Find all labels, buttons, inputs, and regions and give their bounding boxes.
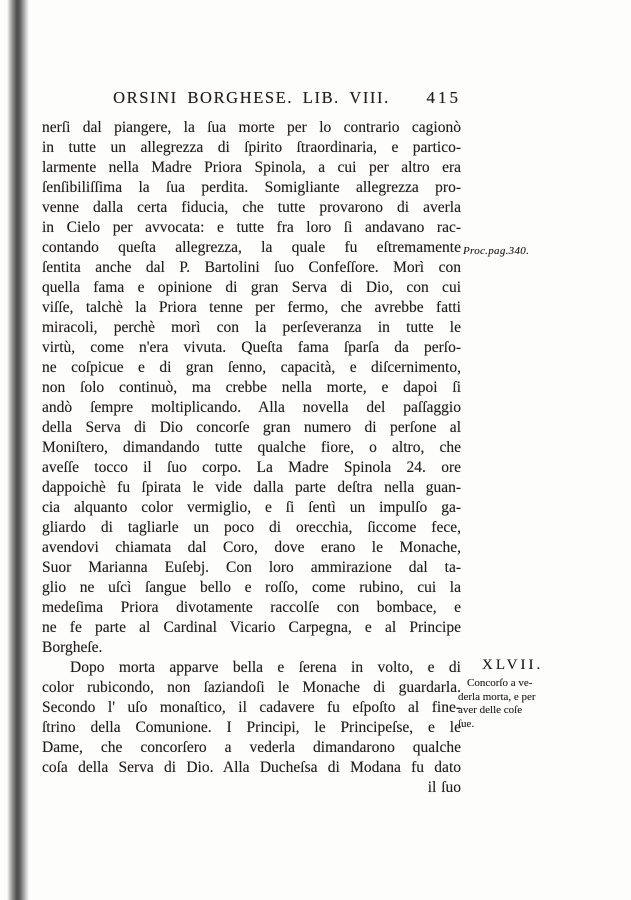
body-text-line: ſenſibiliſſima la ſua perdita. Somigliante allegrezza pro- xyxy=(42,179,461,196)
body-text-line: Moniſtero, dimandando tutte qualche fiore, o altro, che xyxy=(42,439,461,456)
page-gutter-shadow xyxy=(7,0,29,900)
body-text-line: Secondo l' uſo monaſtico, il cadavere fu eſpoſto al fine- xyxy=(42,699,461,716)
body-text-line: Suor Marianna Euſebj. Con loro ammirazione dal ta- xyxy=(42,559,461,576)
body-text-line: aveſſe tocco il ſuo corpo. La Madre Spinola 24. ore xyxy=(42,459,461,476)
body-text-line: ne fe parte al Cardinal Vicario Carpegna, e al Principe xyxy=(42,619,461,636)
body-text-line: virtù, come n'era vivuta. Queſta fama ſparſa da perſo- xyxy=(42,339,461,356)
body-text-line: Borgheſe. xyxy=(42,639,103,656)
page-number: 415 xyxy=(426,88,461,107)
section-numeral: XLVII. xyxy=(482,657,544,673)
body-text-line: il ſuo xyxy=(427,779,461,796)
running-header-title: ORSINI BORGHESE. LIB. VIII. xyxy=(113,88,390,107)
body-text-line: medeſima Priora divotamente raccolſe con bombace, e xyxy=(42,599,461,616)
body-text-line: contando queſta allegrezza, la quale fu eſtremamente xyxy=(42,239,461,256)
running-header xyxy=(42,88,461,110)
body-text-line: quella fama e opinione di gran Serva di Dio, con cui xyxy=(42,279,461,296)
margin-note-section xyxy=(458,657,576,731)
section-caption-line: Concorſo a ve- xyxy=(467,677,533,689)
section-caption xyxy=(458,677,576,731)
body-text-line: avendovi chiamata dal Coro, dove erano le Monache, xyxy=(42,539,461,556)
body-text-line: della Serva di Dio concorſe gran numero di perſone al xyxy=(42,419,461,436)
body-text-line: ne coſpicue e di gran ſenno, capacità, e diſcernimento, xyxy=(42,359,461,376)
body-text-line: nerſi dal piangere, la ſua morte per lo contrario cagionò xyxy=(42,119,461,136)
body-text-line: viſſe, talchè la Priora tenne per fermo, che avrebbe fatti xyxy=(42,299,461,316)
margin-notes-column xyxy=(458,0,576,900)
body-text-line: dappoichè fu ſpirata le vide dalla parte deſtra nella guan- xyxy=(42,479,461,496)
body-text-line: venne dalla certa fiducia, che tutte provarono di averla xyxy=(42,199,461,216)
body-text-line: color rubicondo, non ſaziandoſi le Monache di guardarla. xyxy=(42,679,461,696)
body-text-line: glio ne uſcì ſangue bello e roſſo, come rubino, cui la xyxy=(42,579,461,596)
body-text-line: ſtrino della Comunione. I Principi, le Principeſse, e le xyxy=(42,719,461,736)
body-text-line: Dame, che concorſero a vederla dimandarono qualche xyxy=(42,739,461,756)
body-text-line: non ſolo continuò, ma crebbe nella morte, e dapoi ſi xyxy=(42,379,461,396)
body-text-line: coſa della Serva di Dio. Alla Ducheſsa di Modana fu dato xyxy=(42,759,461,776)
section-caption-line: derla morta, e per xyxy=(458,690,536,703)
margin-note-proc-reference: Proc.pag.340. xyxy=(463,245,530,257)
body-text-line: miracoli, perchè morì con la perſeveranza in tutte le xyxy=(42,319,461,336)
body-text-line: ſentita anche dal P. Bartolini ſuo Confeſſore. Morì con xyxy=(42,259,461,276)
body-text-line: Dopo morta apparve bella e ſerena in volto, e di xyxy=(70,659,461,676)
body-text-line: larmente nella Madre Priora Spinola, a cui per altro era xyxy=(42,159,461,176)
body-text-line: gliardo di tagliarle un poco di orecchia, ſiccome fece, xyxy=(42,519,461,536)
section-caption-line: aver delle coſe xyxy=(458,704,523,716)
body-text-line: cia alquanto color vermiglio, e ſi ſentì un impulſo ga- xyxy=(42,499,461,516)
body-text-line: in tutte un allegrezza di ſpirito ſtraordinaria, e partico- xyxy=(42,139,461,156)
body-text-line: andò ſempre moltiplicando. Alla novella del paſſaggio xyxy=(42,399,461,416)
body-text xyxy=(42,118,461,798)
body-text-line: in Cielo per avvocata: e tutte fra loro ſi andavano rac- xyxy=(42,219,461,236)
section-caption-line: ſue. xyxy=(458,717,475,730)
